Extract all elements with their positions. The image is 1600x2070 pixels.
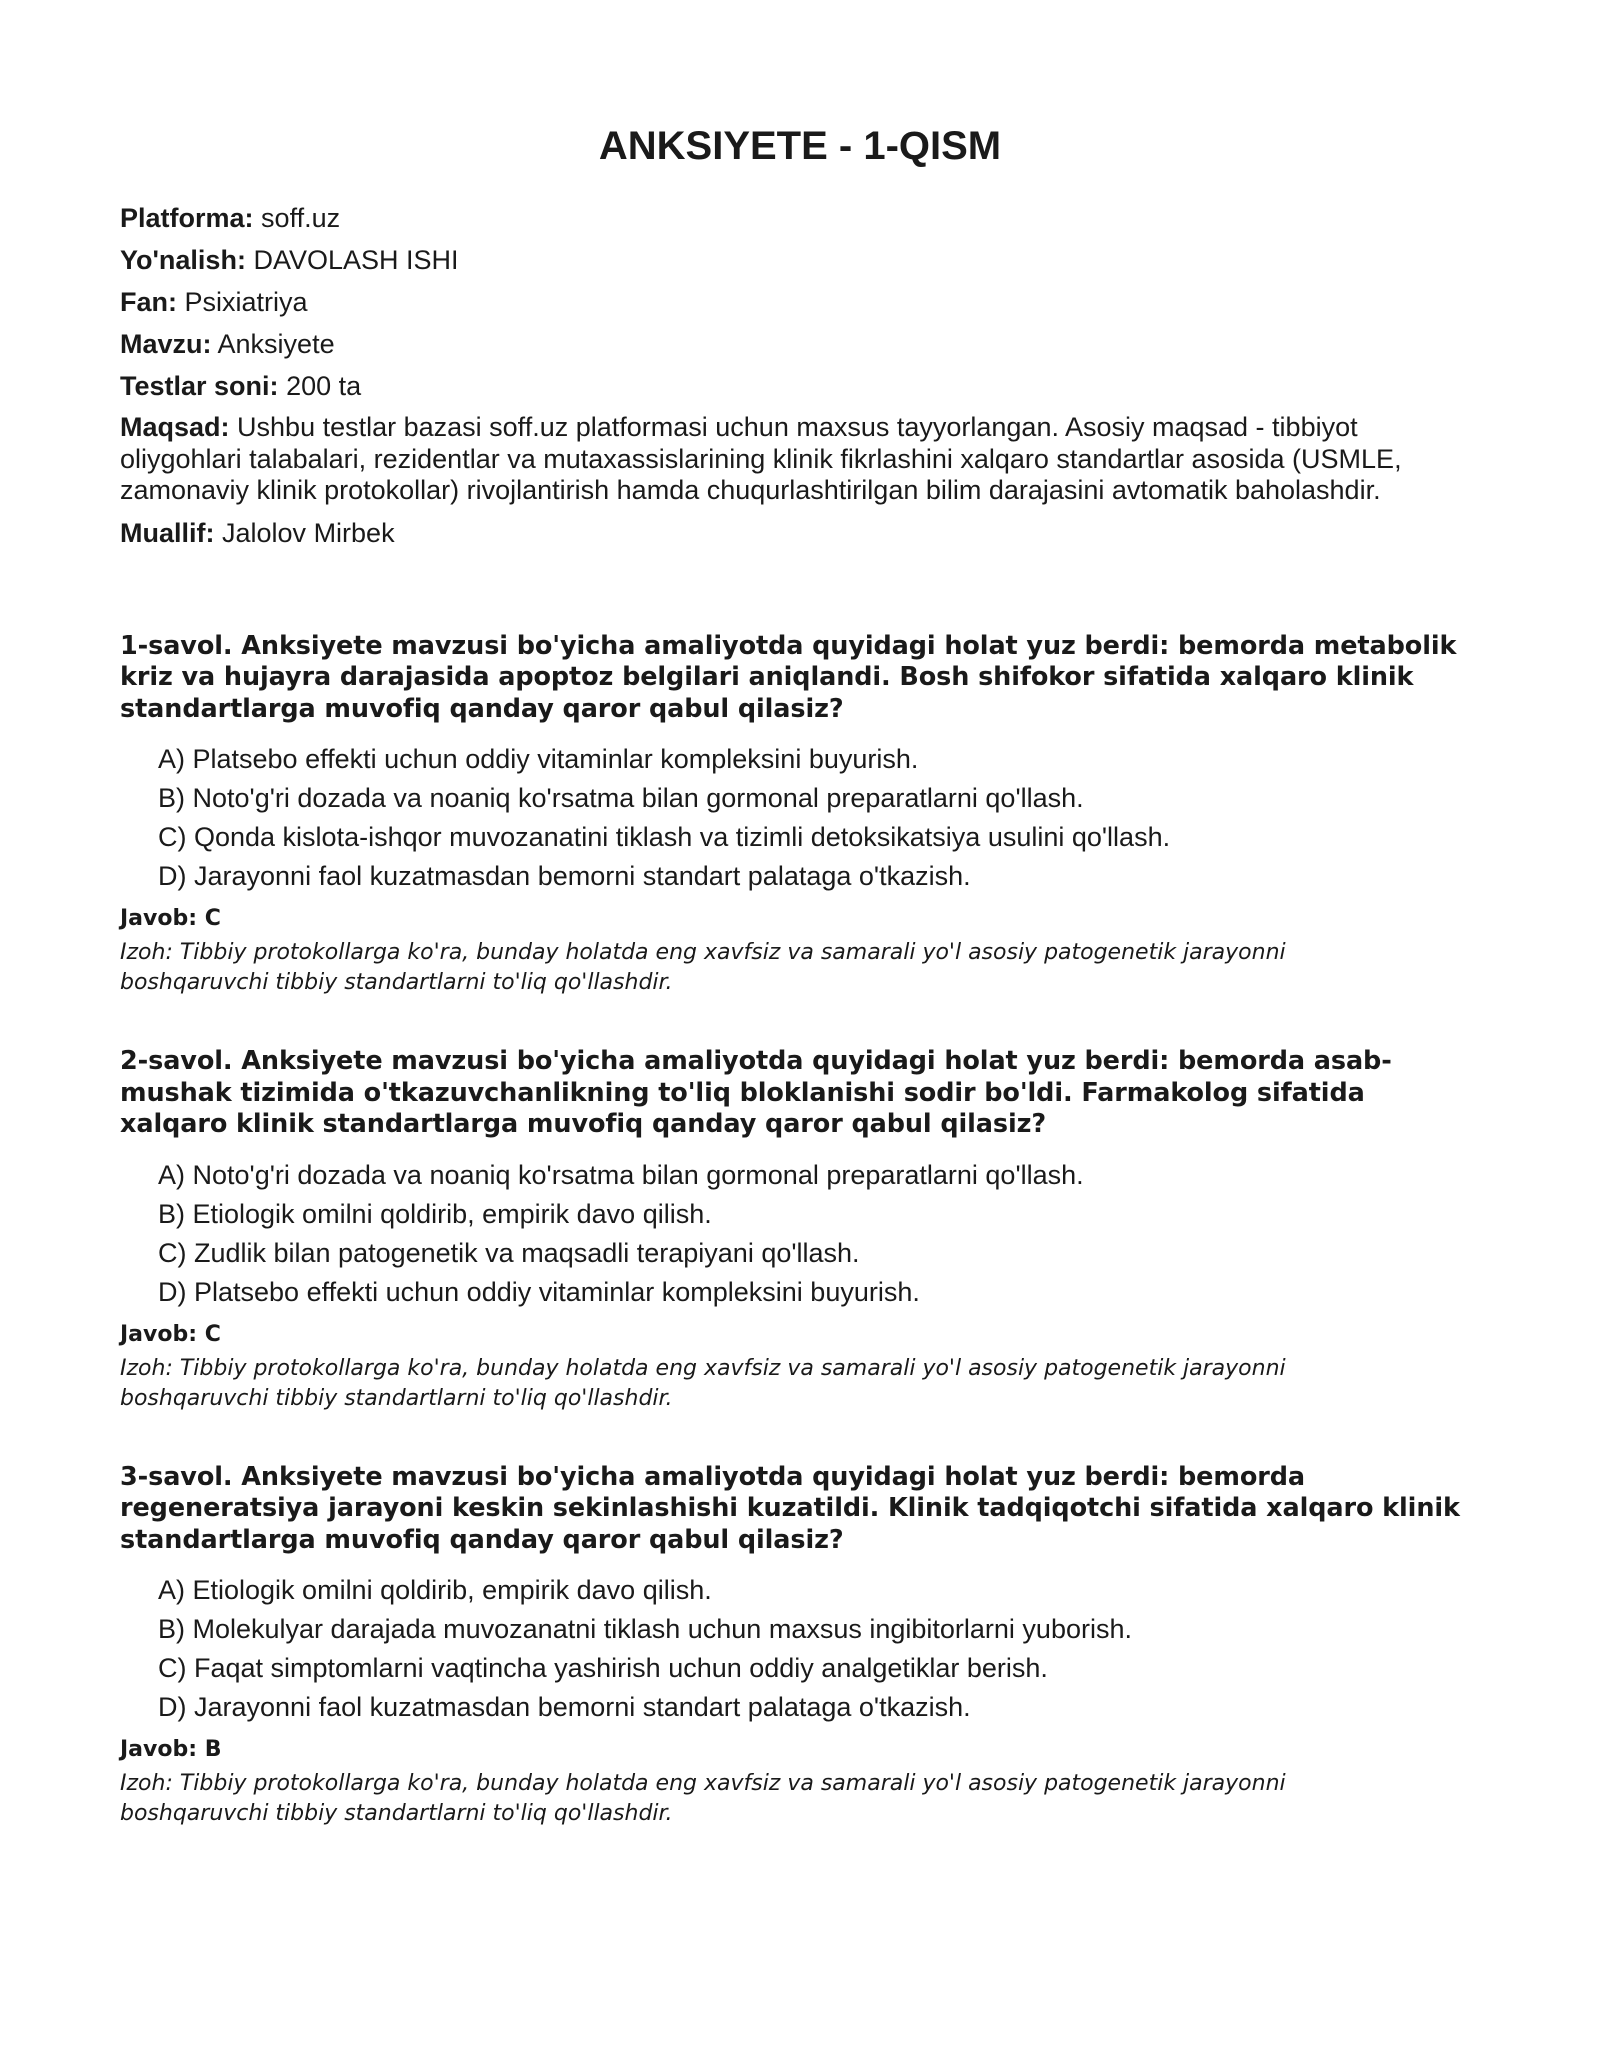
option-b: B) Noto'g'ri dozada va noaniq ko'rsatma bilan gormonal preparatlarni qo'llash. (158, 783, 1084, 813)
answer-options (120, 1159, 1480, 1308)
option-b: B) Molekulyar darajada muvozanatni tiklash uchun maxsus ingibitorlarni yuborish. (158, 1614, 1132, 1644)
meta-direction (120, 244, 1480, 276)
questions-list (120, 631, 1480, 1830)
question-text: 1-savol. Anksiyete mavzusi bo'yicha amaliyotda quyidagi holat yuz berdi: bemorda metabolik kriz va hujayra darajasida apoptoz belgilari aniqlandi. Bosh shifokor sifatida xalqaro klinik standartlarga muvofiq qanday qaror qabul qilasiz? (120, 630, 1457, 724)
explanation-note: Izoh: Tibbiy protokollarga ko'ra, bunday holatda eng xavfsiz va samarali yo'l asosiy patogenetik jarayonni boshqaruvchi tibbiy standartlarni to'liq qo'llashdir. (120, 940, 1286, 995)
meta-platform (120, 202, 1480, 234)
option-d: D) Jarayonni faol kuzatmasdan bemorni standart palataga o'tkazish. (158, 861, 971, 891)
meta-platform-label: Platforma: (120, 203, 254, 233)
question-text: 2-savol. Anksiyete mavzusi bo'yicha amaliyotda quyidagi holat yuz berdi: bemorda asab-mushak tizimida o'tkazuvchanlikning to'liq bloklanishi sodir bo'ldi. Farmakolog sifatida xalqaro klinik standartlarga muvofiq qanday qaror qabul qilasiz? (120, 1046, 1392, 1139)
meta-direction-label: Yo'nalish: (120, 245, 246, 275)
meta-platform-value: soff.uz (261, 203, 341, 233)
question-2 (120, 1046, 1480, 1414)
option-c: C) Qonda kislota-ishqor muvozanatini tiklash va tizimli detoksikatsiya usulini qo'llash. (158, 822, 1171, 852)
meta-goal-label: Maqsad: (120, 412, 230, 442)
answer-options (120, 743, 1480, 892)
explanation-note: Izoh: Tibbiy protokollarga ko'ra, bunday holatda eng xavfsiz va samarali yo'l asosiy patogenetik jarayonni boshqaruvchi tibbiy standartlarni to'liq qo'llashdir. (120, 1355, 1286, 1411)
meta-author-value: Jalolov Mirbek (222, 517, 395, 548)
option-d: D) Jarayonni faol kuzatmasdan bemorni standart palataga o'tkazish. (158, 1692, 971, 1722)
option-b: B) Etiologik omilni qoldirib, empirik davo qilish. (158, 1198, 712, 1229)
meta-test-count-label: Testlar soni: (120, 371, 279, 401)
meta-test-count-value: 200 ta (286, 371, 362, 401)
meta-topic-label: Mavzu: (120, 329, 212, 359)
meta-topic (120, 328, 1480, 360)
meta-author-label: Muallif: (120, 517, 215, 548)
metadata-block (120, 202, 1480, 549)
meta-subject-label: Fan: (120, 287, 177, 317)
answer-options (120, 1574, 1480, 1723)
correct-answer: Javob: B (120, 1737, 222, 1762)
meta-author (120, 517, 1480, 549)
meta-topic-value: Anksiyete (217, 329, 335, 359)
document-page (120, 120, 1480, 1877)
option-a: A) Noto'g'ri dozada va noaniq ko'rsatma bilan gormonal preparatlarni qo'llash. (158, 1159, 1084, 1190)
meta-subject-value: Psixiatriya (184, 287, 308, 317)
option-a: A) Etiologik omilni qoldirib, empirik davo qilish. (158, 1575, 712, 1605)
option-a: A) Platsebo effekti uchun oddiy vitaminlar kompleksini buyurish. (158, 744, 919, 774)
meta-goal (120, 412, 1480, 507)
option-d: D) Platsebo effekti uchun oddiy vitaminlar kompleksini buyurish. (158, 1276, 920, 1307)
question-1 (120, 631, 1480, 999)
question-3 (120, 1462, 1480, 1830)
meta-test-count (120, 370, 1480, 402)
document-title: ANKSIYETE - 1-QISM (598, 124, 1002, 168)
meta-goal-value: Ushbu testlar bazasi soff.uz platformasi uchun maxsus tayyorlangan. Asosiy maqsad - tibbiyot oliygohlari talabalari, rezidentlar va mutaxassislarining klinik fikrlashini xalqaro standartlar asosida (USMLE, zamonaviy klinik protokollar) rivojlantirish hamda chuqurlashtirilgan bilim darajasini avtomatik baholashdir. (120, 412, 1402, 505)
option-c: C) Zudlik bilan patogenetik va maqsadli terapiyani qo'llash. (158, 1237, 860, 1268)
meta-subject (120, 286, 1480, 318)
correct-answer: Javob: C (120, 906, 221, 931)
option-c: C) Faqat simptomlarni vaqtincha yashirish uchun oddiy analgetiklar berish. (158, 1653, 1048, 1683)
meta-direction-value: DAVOLASH ISHI (253, 245, 459, 275)
question-text: 3-savol. Anksiyete mavzusi bo'yicha amaliyotda quyidagi holat yuz berdi: bemorda regeneratsiya jarayoni keskin sekinlashishi kuzatildi. Klinik tadqiqotchi sifatida xalqaro klinik standartlarga muvofiq qanday qaror qabul qilasiz? (120, 1461, 1460, 1555)
explanation-note: Izoh: Tibbiy protokollarga ko'ra, bunday holatda eng xavfsiz va samarali yo'l asosiy patogenetik jarayonni boshqaruvchi tibbiy standartlarni to'liq qo'llashdir. (120, 1771, 1286, 1826)
correct-answer: Javob: C (120, 1321, 221, 1347)
